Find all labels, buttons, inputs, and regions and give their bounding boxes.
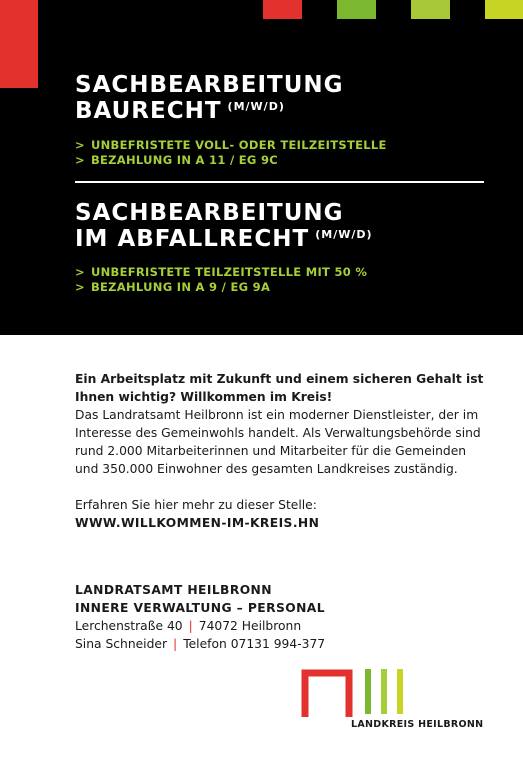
red-top-bar [263,0,302,19]
job-title-baurecht [75,72,344,124]
job-title-line1: SACHBEARBEITUNG [75,72,344,98]
bullet-item [75,280,367,295]
logo-red-frame [305,673,349,717]
divider [75,181,484,183]
job-bullets-abfallrecht [75,265,367,295]
gender-suffix: (M/W/D) [315,228,373,241]
body-text [75,370,485,532]
bullet-item [75,265,367,280]
bullet-marker: > [75,153,85,167]
website-link[interactable]: WWW.WILLKOMMEN-IM-KREIS.HN [75,516,320,530]
logo-mark-icon [301,667,491,722]
landkreis-logo [301,667,491,737]
separator: | [173,637,178,651]
street: Lerchenstraße 40 [75,619,183,633]
job-title-line1: SACHBEARBEITUNG [75,200,344,226]
green-top-bar [337,0,376,19]
address-line [75,617,325,635]
logo-lime-bar [397,669,403,714]
bullet-text: BEZAHLUNG IN A 9 / EG 9A [90,280,271,294]
logo-lightgreen-bar [381,669,387,714]
gender-suffix: (M/W/D) [227,100,285,113]
contact-person: Sina Schneider [75,637,168,651]
phone-number[interactable]: Telefon 07131 994-377 [183,637,326,651]
more-info-text: Erfahren Sie hier mehr zu dieser Stelle: [75,498,317,512]
logo-text: LANDKREIS HEILBRONN [351,719,484,730]
city: 74072 Heilbronn [198,619,302,633]
job-title-line2: IM ABFALLRECHT [75,226,310,252]
department-name: INNERE VERWALTUNG – PERSONAL [75,601,325,615]
lime-top-bar [485,0,523,19]
bullet-item [75,153,387,168]
org-name: LANDRATSAMT HEILBRONN [75,583,272,597]
contact-person-line [75,635,325,653]
job-bullets-baurecht [75,138,387,168]
job-title-abfallrecht [75,200,373,252]
red-corner-bar [0,0,38,88]
light-green-top-bar [411,0,450,19]
lead-text: Ein Arbeitsplatz mit Zukunft und einem sicheren Gehalt ist Ihnen wichtig? Willkommen im Kreis! [75,372,484,404]
bullet-marker: > [75,280,85,294]
bullet-item [75,138,387,153]
separator: | [188,619,193,633]
bullet-text: UNBEFRISTETE TEILZEITSTELLE MIT 50 % [90,265,368,279]
bullet-marker: > [75,265,85,279]
header-section [0,0,523,335]
description-text: Das Landratsamt Heilbronn ist ein moderner Dienstleister, der im Interesse des Gemeinwohls handelt. Als Verwaltungsbehörde sind rund 2.000 Mitarbeiterinnen und Mitarbeiter für die Gemeinden und 350.000 Einwohner des gesamten Landkreises zuständig. [75,408,481,476]
bullet-marker: > [75,138,85,152]
bullet-text: BEZAHLUNG IN A 11 / EG 9C [90,153,279,167]
contact-block [75,581,325,653]
bullet-text: UNBEFRISTETE VOLL- ODER TEILZEITSTELLE [90,138,387,152]
logo-green-bar [365,669,371,714]
job-title-line2: BAURECHT [75,98,222,124]
